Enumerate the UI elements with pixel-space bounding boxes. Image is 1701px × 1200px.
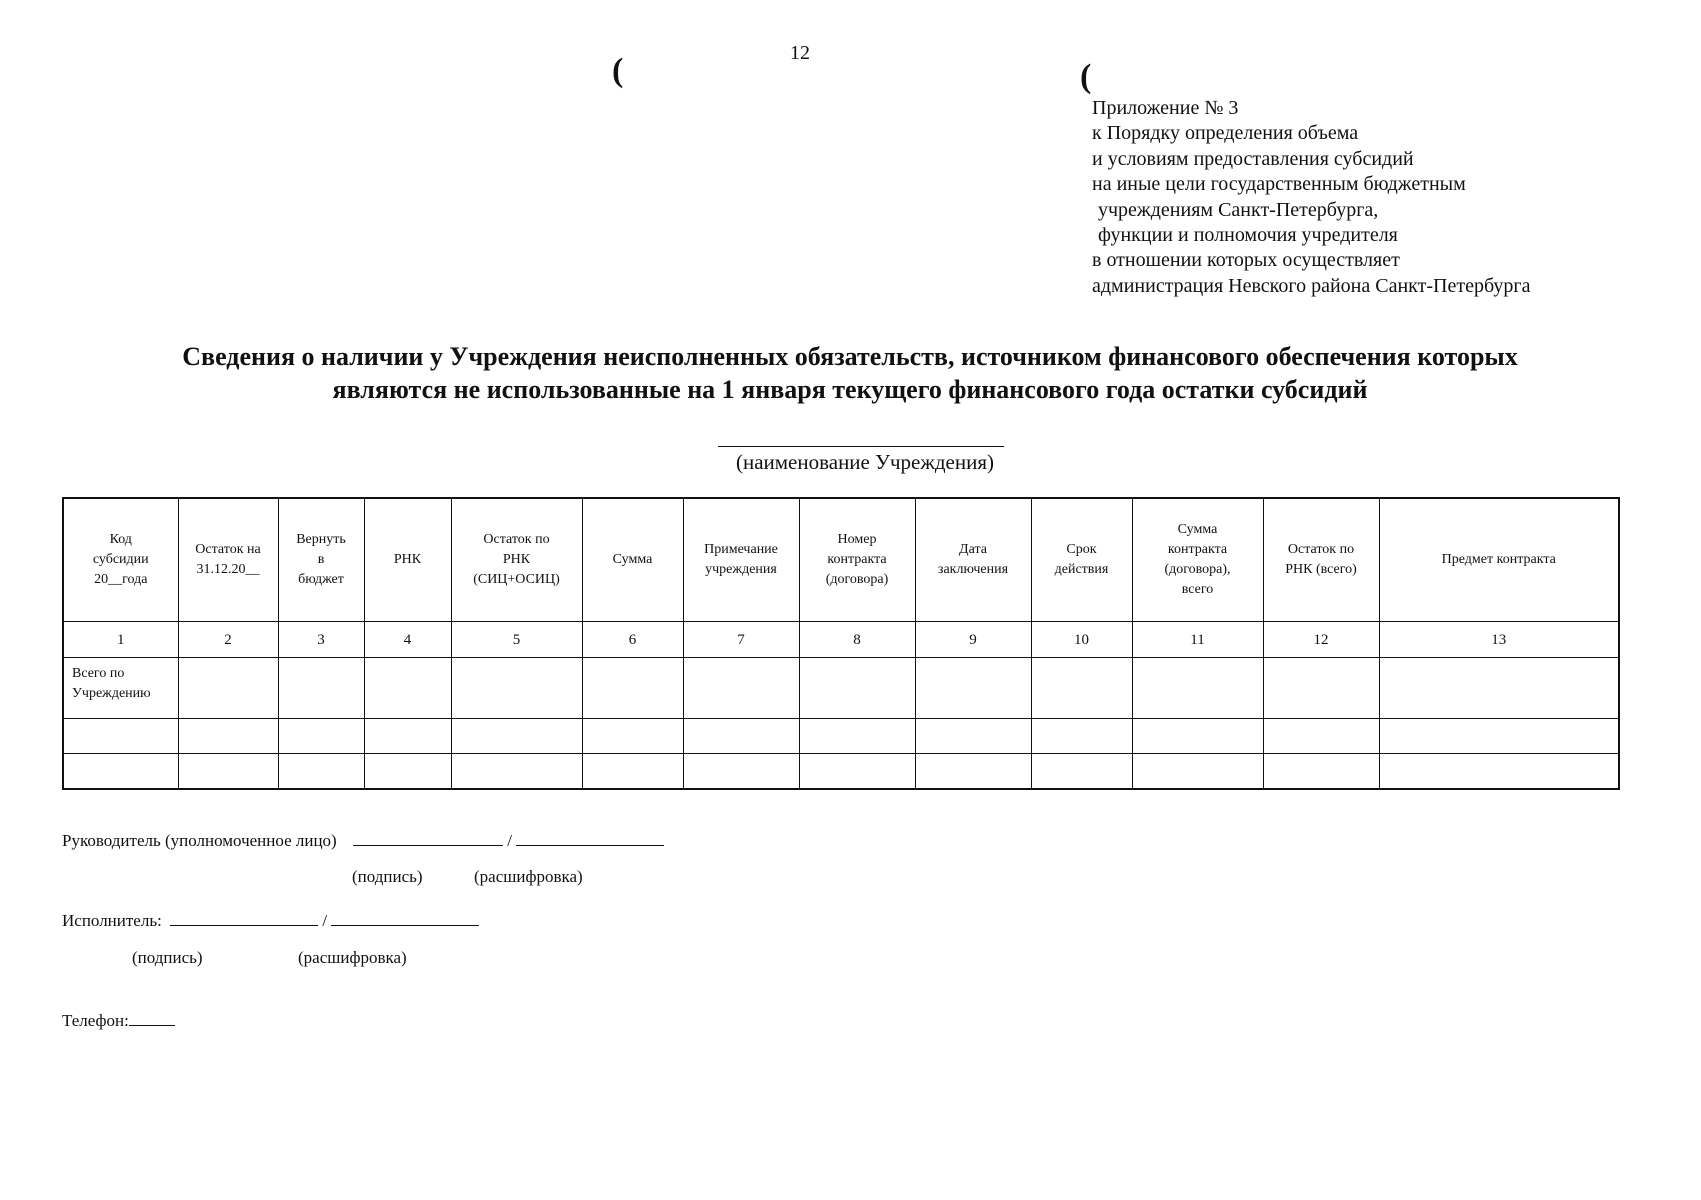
appendix-line: Приложение № 3 <box>1092 97 1239 119</box>
executor-signature-line <box>62 909 479 931</box>
scan-mark-left: ( <box>612 52 624 89</box>
header-cell-term: Срок действия <box>1031 498 1132 622</box>
column-number: 10 <box>1031 622 1132 658</box>
table-cell[interactable] <box>1263 719 1379 754</box>
table-cell[interactable] <box>1031 658 1132 719</box>
table-cell[interactable] <box>799 754 915 790</box>
appendix-line: на иные цели государственным бюджетным <box>1092 173 1466 196</box>
header-cell-return: Вернуть в бюджет <box>278 498 364 622</box>
table-cell[interactable] <box>915 754 1031 790</box>
appendix-line: к Порядку определения объема <box>1092 122 1359 145</box>
phone-label: Телефон: <box>62 1011 129 1030</box>
obligations-table <box>62 497 1620 790</box>
phone-field[interactable] <box>129 1009 175 1026</box>
table-cell[interactable] <box>1263 658 1379 719</box>
table-cell[interactable] <box>1379 754 1619 790</box>
table-cell[interactable] <box>364 719 451 754</box>
organization-name-line <box>718 446 1004 447</box>
head-signature-field[interactable] <box>353 829 503 846</box>
slash: / <box>322 911 328 930</box>
header-cell-amount: Сумма <box>582 498 683 622</box>
table-cell[interactable] <box>1379 719 1619 754</box>
table-cell[interactable] <box>582 719 683 754</box>
table-cell[interactable] <box>364 658 451 719</box>
table-header-row <box>63 498 1619 622</box>
table-cell[interactable] <box>1132 658 1263 719</box>
table-number-row <box>63 622 1619 658</box>
executor-decode-caption: (расшифровка) <box>298 948 407 967</box>
head-sign-caption: (подпись) <box>352 867 423 886</box>
table-cell[interactable] <box>915 658 1031 719</box>
executor-decode-field[interactable] <box>331 909 479 926</box>
table-cell[interactable] <box>1031 754 1132 790</box>
table-cell[interactable] <box>278 754 364 790</box>
table-cell[interactable] <box>178 754 278 790</box>
table-cell[interactable] <box>582 754 683 790</box>
table-cell[interactable] <box>799 719 915 754</box>
head-decode-field[interactable] <box>516 829 664 846</box>
column-number: 8 <box>799 622 915 658</box>
table-cell[interactable] <box>451 719 582 754</box>
table-cell[interactable] <box>1263 754 1379 790</box>
table-cell[interactable] <box>278 719 364 754</box>
table-cell[interactable] <box>278 658 364 719</box>
table-cell[interactable] <box>799 658 915 719</box>
head-decode-caption: (расшифровка) <box>474 867 583 886</box>
appendix-line: администрация Невского района Санкт-Петербурга <box>1092 274 1531 297</box>
table-cell[interactable] <box>1031 719 1132 754</box>
column-number: 13 <box>1379 622 1619 658</box>
header-cell-contract-sum: Сумма контракта (договора), всего <box>1132 498 1263 622</box>
head-signature-line <box>62 829 664 851</box>
table-row <box>63 719 1619 754</box>
table-cell[interactable] <box>1132 754 1263 790</box>
appendix-line: функции и полномочия учредителя <box>1098 224 1398 247</box>
appendix-line: в отношении которых осуществляет <box>1092 249 1400 272</box>
table-row <box>63 754 1619 790</box>
table-cell[interactable] <box>63 754 178 790</box>
column-number: 4 <box>364 622 451 658</box>
column-number: 6 <box>582 622 683 658</box>
header-cell-subsidy-code: Код субсидии 20__года <box>63 498 178 622</box>
executor-label: Исполнитель: <box>62 911 162 930</box>
header-cell-subject: Предмет контракта <box>1379 498 1619 622</box>
table-cell[interactable] <box>63 719 178 754</box>
column-number: 12 <box>1263 622 1379 658</box>
column-number: 1 <box>63 622 178 658</box>
column-number: 5 <box>451 622 582 658</box>
executor-sign-caption: (подпись) <box>132 948 203 967</box>
appendix-line: и условиям предоставления субсидий <box>1092 147 1414 170</box>
column-number: 7 <box>683 622 799 658</box>
table-cell[interactable] <box>1132 719 1263 754</box>
table-cell[interactable] <box>451 658 582 719</box>
table-cell[interactable] <box>1379 658 1619 719</box>
column-number: 9 <box>915 622 1031 658</box>
table-cell[interactable] <box>683 658 799 719</box>
table-cell[interactable] <box>683 719 799 754</box>
header-cell-balance: Остаток на 31.12.20__ <box>178 498 278 622</box>
table-cell[interactable] <box>178 658 278 719</box>
header-cell-rnk-total: Остаток по РНК (всего) <box>1263 498 1379 622</box>
table-row-total <box>63 658 1619 719</box>
table-cell[interactable] <box>915 719 1031 754</box>
document-title <box>100 340 1600 406</box>
column-number: 3 <box>278 622 364 658</box>
header-cell-contract-number: Номер контракта (договора) <box>799 498 915 622</box>
column-number: 11 <box>1132 622 1263 658</box>
head-label: Руководитель (уполномоченное лицо) <box>62 831 337 850</box>
table-cell[interactable] <box>582 658 683 719</box>
header-cell-rnk-balance: Остаток по РНК (СИЦ+ОСИЦ) <box>451 498 582 622</box>
header-cell-date: Дата заключения <box>915 498 1031 622</box>
page-number: 12 <box>790 42 810 64</box>
table-cell[interactable] <box>178 719 278 754</box>
header-cell-note: Примечание учреждения <box>683 498 799 622</box>
title-line-2: являются не использованные на 1 января текущего финансового года остатки субсидий <box>332 375 1368 404</box>
header-cell-rnk: РНК <box>364 498 451 622</box>
table-cell[interactable] <box>451 754 582 790</box>
column-number: 2 <box>178 622 278 658</box>
total-label-cell: Всего по Учреждению <box>63 658 178 719</box>
executor-signature-field[interactable] <box>170 909 318 926</box>
table-cell[interactable] <box>364 754 451 790</box>
table-cell[interactable] <box>683 754 799 790</box>
slash: / <box>507 831 512 850</box>
scan-mark-right: ( <box>1080 58 1092 95</box>
appendix-line: учреждениям Санкт-Петербурга, <box>1098 198 1379 221</box>
appendix-block <box>1092 96 1530 299</box>
organization-caption: (наименование Учреждения) <box>735 450 995 474</box>
title-line-1: Сведения о наличии у Учреждения неисполненных обязательств, источником финансового обеспечения которых <box>182 342 1518 371</box>
phone-line <box>62 1009 175 1031</box>
